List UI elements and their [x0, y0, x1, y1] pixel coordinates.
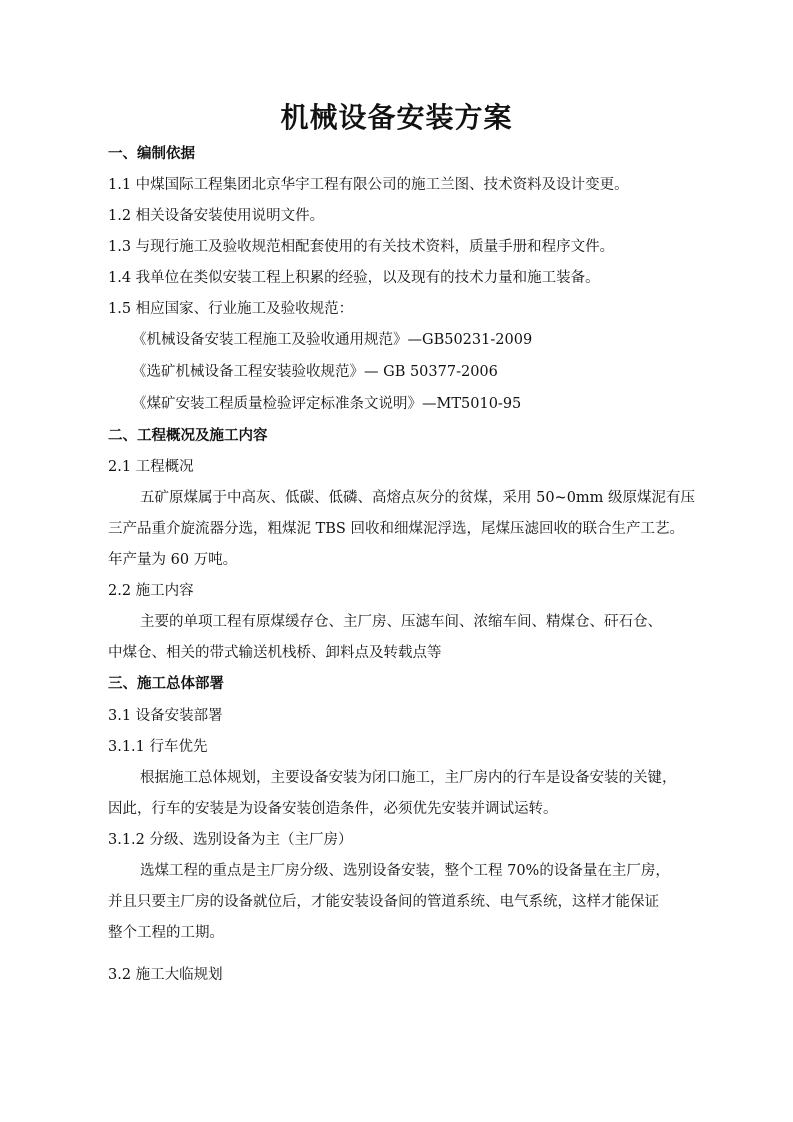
standard-ref-2: 《选矿机械设备工程安装验收规范》— GB 50377-2006	[132, 364, 498, 380]
paragraph-3-1-1-line-2: 因此，行车的安装是为设备安装创造条件，必须优先安装并调试运转。	[108, 801, 558, 817]
standard-ref-1: 《机械设备安装工程施工及验收通用规范》—GB50231-2009	[132, 332, 533, 348]
paragraph-2-1-line-2: 三产品重介旋流器分选，粗煤泥 TBS 回收和细煤泥浮选，尾煤压滤回收的联合生产工艺。	[108, 521, 684, 537]
section-2-heading: 二、工程概况及施工内容	[108, 428, 268, 444]
section-1-heading: 一、编制依据	[108, 146, 195, 162]
item-1-2: 1.2 相关设备安装使用说明文件。	[108, 208, 325, 224]
item-1-5: 1.5 相应国家、行业施工及验收规范：	[108, 301, 354, 317]
subsection-2-2-title: 2.2 施工内容	[108, 583, 194, 599]
paragraph-3-1-2-line-2: 并且只要主厂房的设备就位后，才能安装设备间的管道系统、电气系统，这样才能保证	[108, 894, 659, 910]
standard-ref-3: 《煤矿安装工程质量检验评定标准条文说明》—MT5010-95	[132, 396, 522, 412]
paragraph-2-1-line-3: 年产量为 60 万吨。	[108, 552, 238, 568]
section-3-heading: 三、施工总体部署	[108, 676, 224, 692]
paragraph-2-2-line-1: 主要的单项工程有原煤缓存仓、主厂房、压滤车间、浓缩车间、精煤仓、矸石仓、	[140, 614, 662, 630]
subsection-2-1-title: 2.1 工程概况	[108, 459, 194, 475]
subsection-3-1-title: 3.1 设备安装部署	[108, 708, 223, 724]
subsection-3-1-1-title: 3.1.1 行车优先	[108, 739, 208, 755]
item-1-1: 1.1 中煤国际工程集团北京华宇工程有限公司的施工兰图、技术资料及设计变更。	[108, 177, 629, 193]
paragraph-3-1-2-line-1: 选煤工程的重点是主厂房分级、选别设备安装，整个工程 70%的设备量在主厂房，	[140, 863, 670, 879]
document-title: 机械设备安装方案	[280, 101, 513, 134]
paragraph-3-1-1-line-1: 根据施工总体规划，主要设备安装为闭口施工，主厂房内的行车是设备安装的关键，	[140, 770, 677, 786]
subsection-3-2-title: 3.2 施工大临规划	[108, 967, 223, 983]
paragraph-2-2-line-2: 中煤仓、相关的带式输送机栈桥、卸料点及转载点等	[108, 645, 442, 661]
paragraph-3-1-2-line-3: 整个工程的工期。	[108, 925, 224, 941]
subsection-3-1-2-title: 3.1.2 分级、选别设备为主（主厂房）	[108, 832, 353, 848]
item-1-3: 1.3 与现行施工及验收规范相配套使用的有关技术资料，质量手册和程序文件。	[108, 239, 615, 255]
paragraph-2-1-line-1: 五矿原煤属于中高灰、低碳、低磷、高熔点灰分的贫煤，采用 50~0mm 级原煤泥有压	[140, 490, 696, 506]
item-1-4: 1.4 我单位在类似安装工程上积累的经验，以及现有的技术力量和施工装备。	[108, 270, 600, 286]
